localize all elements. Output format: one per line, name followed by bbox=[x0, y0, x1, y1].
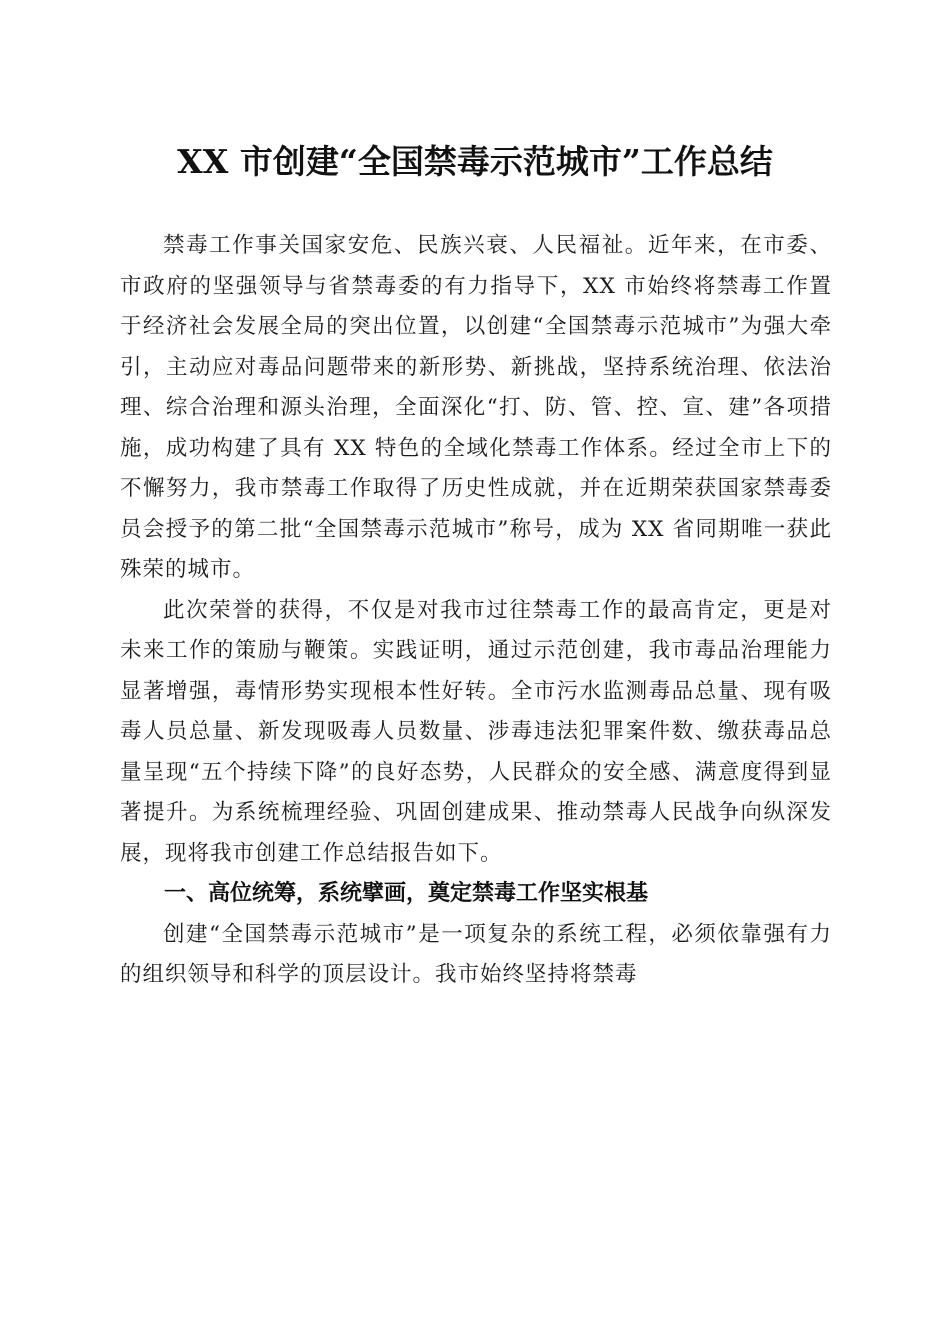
document-body bbox=[120, 226, 832, 996]
intro-paragraph: 禁毒工作事关国家安危、民族兴衰、人民福祉。近年来，在市委、市政府的坚强领导与省禁毒委的有力指导下，XX 市始终将禁毒工作置于经济社会发展全局的突出位置，以创建“全国禁毒示范城市”为强大牵引，主动应对毒品问题带来的新形势、新挑战，坚持系统治理、依法治理、综合治理和源头治理，全面深化“打、防、管、控、宣、建”各项措施，成功构建了具有 XX 特色的全域化禁毒工作体系。经过全市上下的不懈努力，我市禁毒工作取得了历史性成就，并在近期荣获国家禁毒委员会授予的第二批“全国禁毒示范城市”称号，成为 XX 省同期唯一获此殊荣的城市。 bbox=[120, 233, 832, 582]
document-title: XX 市创建“全国禁毒示范城市”工作总结 bbox=[177, 142, 773, 181]
section-heading: 一、高位统筹，系统擘画，奠定禁毒工作坚实根基 bbox=[164, 881, 649, 906]
section-paragraph: 创建“全国禁毒示范城市”是一项复杂的系统工程，必须依靠强有力的组织领导和科学的顶层设计。我市始终坚持将禁毒 bbox=[120, 921, 832, 987]
honor-paragraph: 此次荣誉的获得，不仅是对我市过往禁毒工作的最高肯定，更是对未来工作的策励与鞭策。实践证明，通过示范创建，我市毒品治理能力显著增强，毒情形势实现根本性好转。全市污水监测毒品总量、现有吸毒人员总量、新发现吸毒人员数量、涉毒违法犯罪案件数、缴获毒品总量呈现“五个持续下降”的良好态势，人民群众的安全感、满意度得到显著提升。为系统梳理经验、巩固创建成果、推动禁毒人民战争向纵深发展，现将我市创建工作总结报告如下。 bbox=[120, 597, 832, 866]
